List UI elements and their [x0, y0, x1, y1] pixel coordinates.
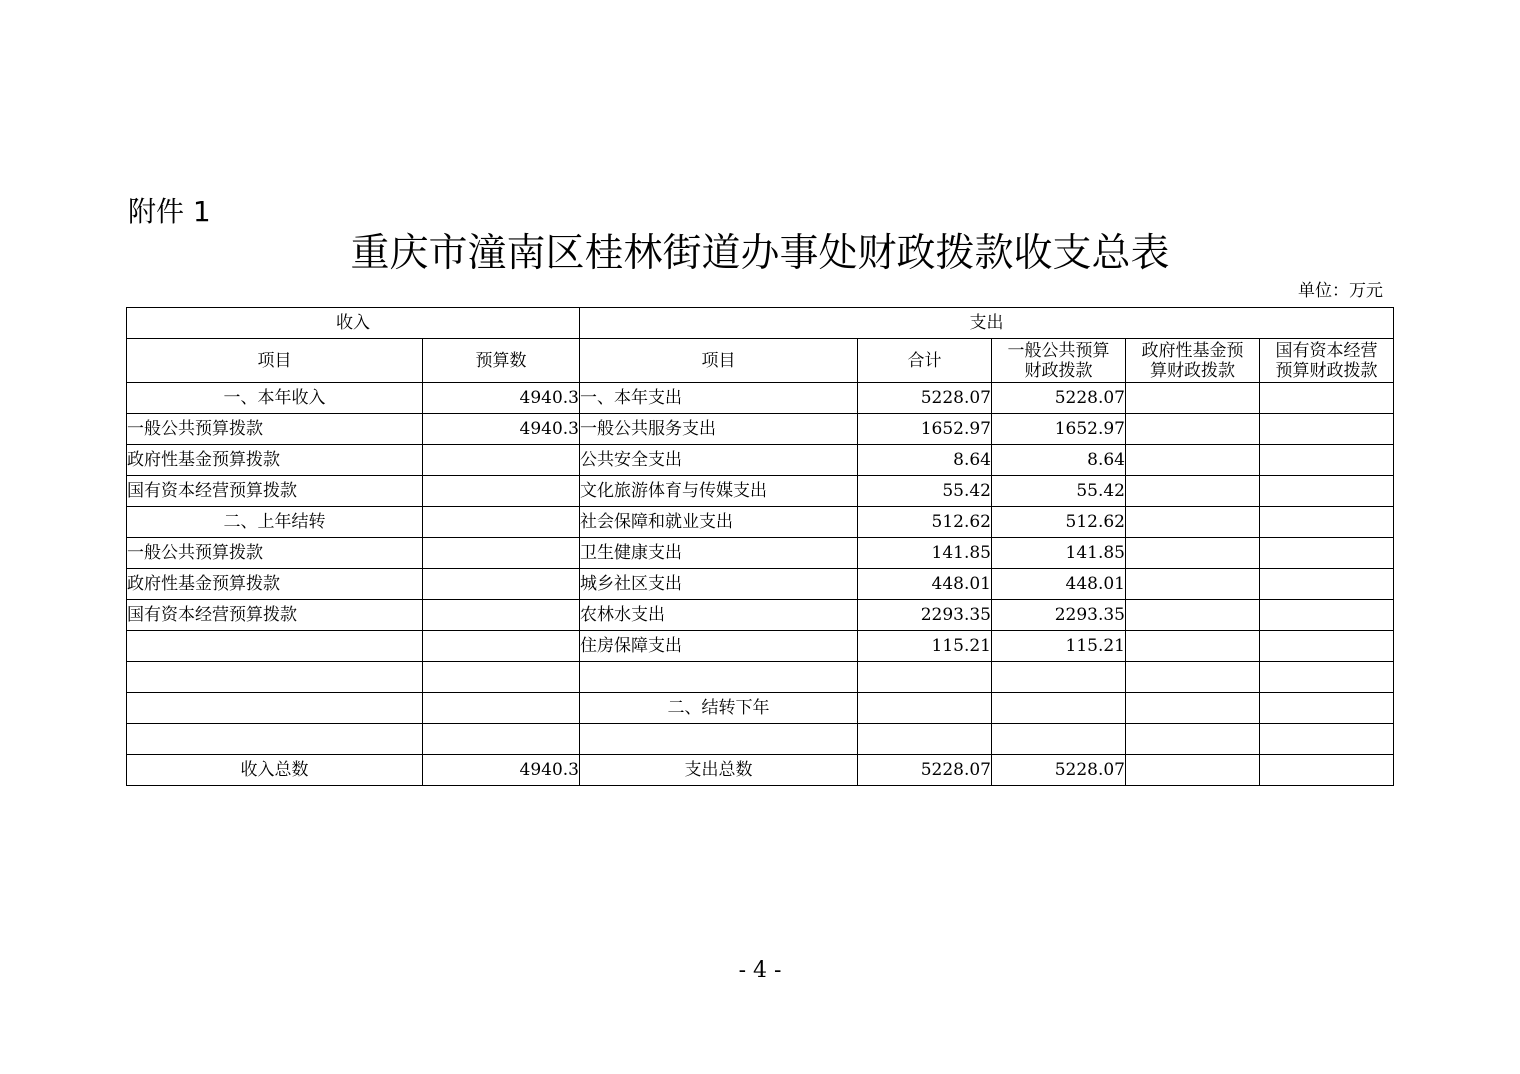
expense-fund [1126, 693, 1260, 724]
income-item: 政府性基金预算拨款 [127, 445, 423, 476]
expense-fund [1126, 569, 1260, 600]
table-row [127, 724, 1394, 755]
col-header-state-line1: 国有资本经营 [1275, 340, 1378, 361]
expense-total: 5228.07 [858, 755, 992, 786]
expense-state [1260, 631, 1394, 662]
expense-item [580, 724, 858, 755]
expense-fund [1126, 631, 1260, 662]
expense-total: 141.85 [858, 538, 992, 569]
expense-state [1260, 445, 1394, 476]
document-title: 重庆市潼南区桂林街道办事处财政拨款收支总表 [350, 231, 1170, 276]
expense-total: 5228.07 [858, 383, 992, 414]
income-total-value: 4940.3 [423, 755, 580, 786]
table-row [127, 414, 1394, 445]
income-value [423, 631, 580, 662]
expense-total [858, 693, 992, 724]
col-header-state-capital [1260, 339, 1394, 383]
expense-fund [1126, 755, 1260, 786]
table-row [127, 538, 1394, 569]
table-row [127, 631, 1394, 662]
expense-fund [1126, 538, 1260, 569]
expense-item: 农林水支出 [580, 600, 858, 631]
unit-label: 单位：万元 [1298, 281, 1383, 301]
col-header-total: 合计 [858, 339, 992, 383]
income-item: 政府性基金预算拨款 [127, 569, 423, 600]
budget-table [126, 307, 1394, 786]
expense-general: 55.42 [992, 476, 1126, 507]
expense-item: 二、结转下年 [580, 693, 858, 724]
income-value [423, 476, 580, 507]
expense-fund [1126, 445, 1260, 476]
expense-item: 一般公共服务支出 [580, 414, 858, 445]
expense-total: 512.62 [858, 507, 992, 538]
expense-header: 支出 [580, 308, 1394, 339]
expense-total: 8.64 [858, 445, 992, 476]
expense-state [1260, 507, 1394, 538]
income-value [423, 693, 580, 724]
expense-state [1260, 693, 1394, 724]
income-item: 一、本年收入 [127, 383, 423, 414]
income-item: 国有资本经营预算拨款 [127, 600, 423, 631]
expense-general: 5228.07 [992, 755, 1126, 786]
expense-state [1260, 755, 1394, 786]
expense-total [858, 724, 992, 755]
expense-total: 2293.35 [858, 600, 992, 631]
income-item [127, 693, 423, 724]
expense-total [858, 662, 992, 693]
expense-general: 5228.07 [992, 383, 1126, 414]
income-item: 一般公共预算拨款 [127, 538, 423, 569]
expense-fund [1126, 662, 1260, 693]
table-row [127, 445, 1394, 476]
income-item [127, 724, 423, 755]
expense-item: 住房保障支出 [580, 631, 858, 662]
page-number: - 4 - [738, 958, 782, 983]
expense-fund [1126, 507, 1260, 538]
col-header-income-item: 项目 [127, 339, 423, 383]
header-row-1 [127, 308, 1394, 339]
expense-total: 448.01 [858, 569, 992, 600]
table-row [127, 383, 1394, 414]
income-total-label: 收入总数 [127, 755, 423, 786]
expense-general [992, 693, 1126, 724]
col-header-fund-line1: 政府性基金预 [1141, 340, 1244, 361]
expense-general: 115.21 [992, 631, 1126, 662]
income-value [423, 600, 580, 631]
income-value: 4940.3 [423, 383, 580, 414]
expense-fund [1126, 476, 1260, 507]
table-row [127, 600, 1394, 631]
table-row [127, 693, 1394, 724]
income-item: 国有资本经营预算拨款 [127, 476, 423, 507]
col-header-budget: 预算数 [423, 339, 580, 383]
expense-fund [1126, 724, 1260, 755]
income-value [423, 569, 580, 600]
income-item: 一般公共预算拨款 [127, 414, 423, 445]
col-header-general-line1: 一般公共预算 [1007, 340, 1110, 361]
col-header-fund-line2: 算财政拨款 [1150, 360, 1235, 381]
expense-general: 8.64 [992, 445, 1126, 476]
expense-general: 141.85 [992, 538, 1126, 569]
income-value [423, 507, 580, 538]
expense-item: 社会保障和就业支出 [580, 507, 858, 538]
expense-total-label: 支出总数 [580, 755, 858, 786]
expense-item: 公共安全支出 [580, 445, 858, 476]
expense-total: 115.21 [858, 631, 992, 662]
expense-state [1260, 383, 1394, 414]
income-item [127, 662, 423, 693]
expense-state [1260, 662, 1394, 693]
income-value [423, 538, 580, 569]
table-row [127, 662, 1394, 693]
income-value [423, 445, 580, 476]
expense-fund [1126, 414, 1260, 445]
expense-total: 55.42 [858, 476, 992, 507]
expense-total: 1652.97 [858, 414, 992, 445]
expense-general: 512.62 [992, 507, 1126, 538]
expense-general [992, 662, 1126, 693]
expense-fund [1126, 600, 1260, 631]
income-value [423, 662, 580, 693]
table-row [127, 507, 1394, 538]
income-header: 收入 [127, 308, 580, 339]
expense-item: 城乡社区支出 [580, 569, 858, 600]
expense-state [1260, 724, 1394, 755]
income-value [423, 724, 580, 755]
col-header-general-budget [992, 339, 1126, 383]
expense-item: 卫生健康支出 [580, 538, 858, 569]
col-header-fund-budget [1126, 339, 1260, 383]
expense-general: 2293.35 [992, 600, 1126, 631]
expense-item: 一、本年支出 [580, 383, 858, 414]
expense-state [1260, 414, 1394, 445]
table-row-totals [127, 755, 1394, 786]
col-header-expense-item: 项目 [580, 339, 858, 383]
attachment-label: 附件 1 [128, 195, 211, 228]
expense-general: 448.01 [992, 569, 1126, 600]
income-item [127, 631, 423, 662]
table-row [127, 569, 1394, 600]
expense-general: 1652.97 [992, 414, 1126, 445]
expense-item [580, 662, 858, 693]
expense-item: 文化旅游体育与传媒支出 [580, 476, 858, 507]
expense-fund [1126, 383, 1260, 414]
income-item: 二、上年结转 [127, 507, 423, 538]
expense-state [1260, 538, 1394, 569]
col-header-state-line2: 预算财政拨款 [1275, 360, 1378, 381]
col-header-general-line2: 财政拨款 [1024, 360, 1093, 381]
expense-state [1260, 476, 1394, 507]
income-value: 4940.3 [423, 414, 580, 445]
expense-state [1260, 569, 1394, 600]
table-row [127, 476, 1394, 507]
expense-general [992, 724, 1126, 755]
header-row-2 [127, 339, 1394, 383]
expense-state [1260, 600, 1394, 631]
